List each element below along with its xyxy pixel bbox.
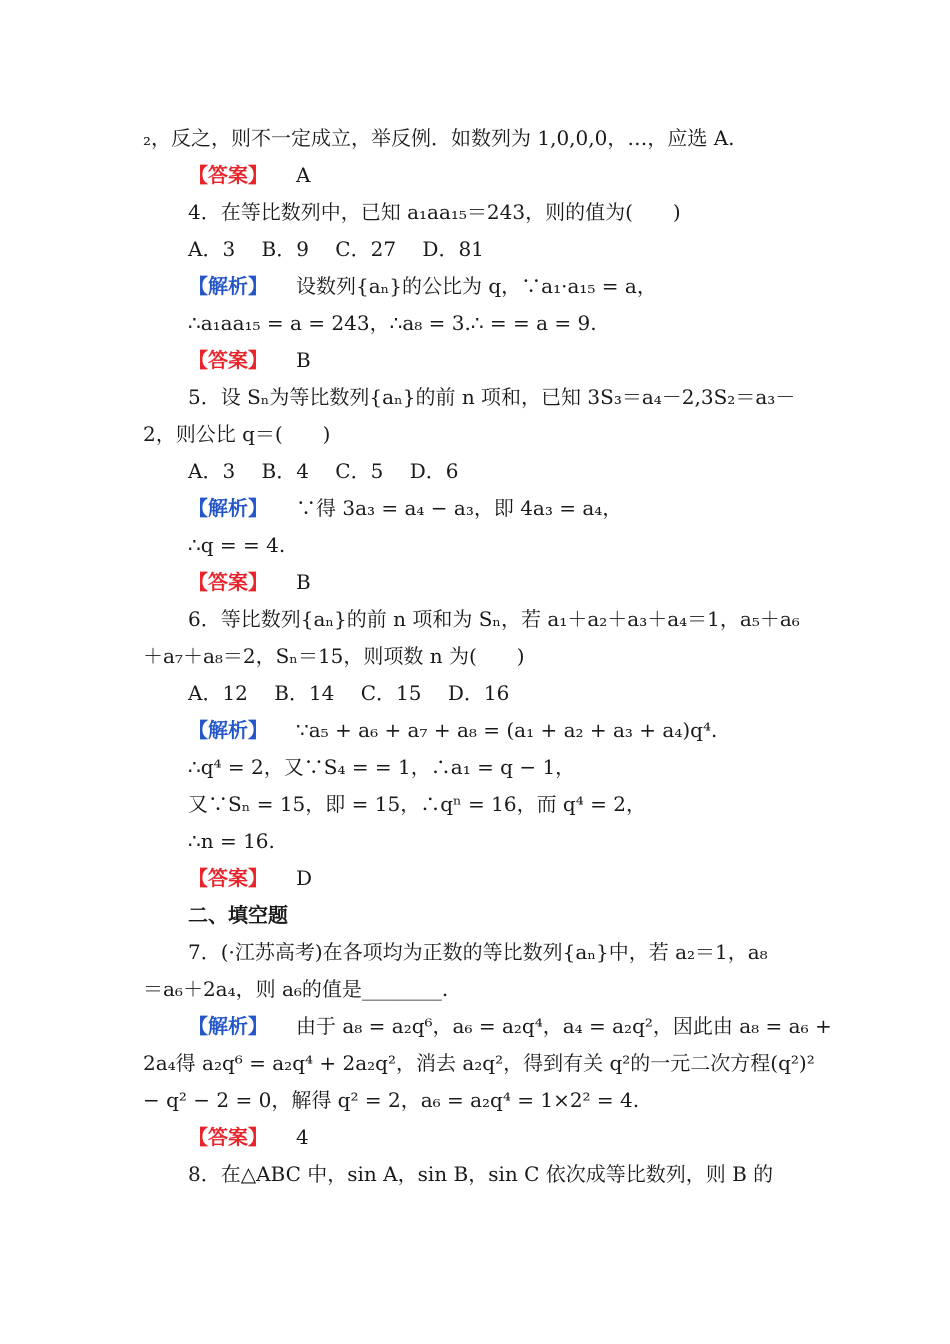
answer-line xyxy=(188,346,858,374)
question-7-cont: ＝a₆＋2a₄，则 a₆的值是________. xyxy=(143,977,449,1001)
analysis-line xyxy=(188,494,858,522)
answer-tag: 【答案】 xyxy=(188,163,268,187)
answer-value: D xyxy=(296,866,313,890)
answer-value: B xyxy=(296,570,311,594)
answer-line xyxy=(188,864,858,892)
analysis-5-cont: ∴q = = 4. xyxy=(188,533,286,557)
analysis-tag: 【解析】 xyxy=(188,1014,268,1038)
answer-value: 4 xyxy=(296,1125,309,1149)
analysis-line xyxy=(188,1012,858,1040)
options-5: A．3 B．4 C．5 D．6 xyxy=(188,459,459,483)
analysis-text: ∵得 3a₃ = a₄ − a₃，即 4a₃ = a₄， xyxy=(296,496,623,520)
analysis-7-line2: 2a₄得 a₂q⁶ = a₂q⁴ + 2a₂q²，消去 a₂q²，得到有关 q²的一元二次方程(q²)² xyxy=(143,1051,815,1075)
answer-tag: 【答案】 xyxy=(188,866,268,890)
section-heading: 二、填空题 xyxy=(188,903,288,927)
analysis-7-line3: − q² − 2 = 0，解得 q² = 2，a₆ = a₂q⁴ = 1×2² = 4. xyxy=(143,1088,640,1112)
options-4: A．3 B．9 C．27 D．81 xyxy=(188,237,484,261)
answer-tag: 【答案】 xyxy=(188,348,268,372)
analysis-text: 设数列{aₙ}的公比为 q，∵a₁·a₁₅ = a， xyxy=(296,274,657,298)
answer-value: A xyxy=(296,163,311,187)
answer-value: B xyxy=(296,348,311,372)
question-5-cont: 2，则公比 q＝( ) xyxy=(143,422,331,446)
analysis-6-line3: 又∵Sₙ = 15，即 = 15，∴qⁿ = 16，而 q⁴ = 2， xyxy=(188,792,646,816)
answer-tag: 【答案】 xyxy=(188,1125,268,1149)
question-7: 7．(·江苏高考)在各项均为正数的等比数列{aₙ}中，若 a₂＝1，a₈ xyxy=(188,940,768,964)
analysis-4-cont: ∴a₁aa₁₅ = a = 243，∴a₈ = 3.∴ = = a = 9. xyxy=(188,311,597,335)
analysis-text: 由于 a₈ = a₂q⁶，a₆ = a₂q⁴，a₄ = a₂q²，因此由 a₈ = a₆ + xyxy=(296,1014,832,1038)
analysis-tag: 【解析】 xyxy=(188,274,268,298)
options-6: A．12 B．14 C．15 D．16 xyxy=(188,681,510,705)
answer-tag: 【答案】 xyxy=(188,570,268,594)
answer-line xyxy=(188,1123,858,1151)
question-5: 5．设 Sₙ为等比数列{aₙ}的前 n 项和，已知 3S₃＝a₄－2,3S₂＝a₃－ xyxy=(188,385,796,409)
analysis-6-line4: ∴n = 16. xyxy=(188,829,275,853)
question-8: 8．在△ABC 中，sin A，sin B，sin C 依次成等比数列，则 B 的 xyxy=(188,1162,774,1186)
analysis-line xyxy=(188,272,858,300)
analysis-tag: 【解析】 xyxy=(188,496,268,520)
analysis-line xyxy=(188,716,858,744)
analysis-text: ∵a₅ + a₆ + a₇ + a₈ = (a₁ + a₂ + a₃ + a₄)q⁴. xyxy=(296,718,718,742)
analysis-tag: 【解析】 xyxy=(188,718,268,742)
analysis-6-line2: ∴q⁴ = 2，又∵S₄ = = 1，∴a₁ = q − 1， xyxy=(188,755,576,779)
question-6: 6．等比数列{aₙ}的前 n 项和为 Sₙ，若 a₁＋a₂＋a₃＋a₄＝1，a₅＋a₆ xyxy=(188,607,800,631)
answer-line xyxy=(188,568,858,596)
question-4: 4．在等比数列中，已知 a₁aa₁₅＝243，则的值为( ) xyxy=(188,200,681,224)
answer-line xyxy=(188,161,858,189)
question-6-cont: ＋a₇＋a₈＝2，Sₙ＝15，则项数 n 为( ) xyxy=(143,644,525,668)
line-01: ₂，反之，则不一定成立，举反例．如数列为 1,0,0,0，…，应选 A. xyxy=(143,126,735,150)
